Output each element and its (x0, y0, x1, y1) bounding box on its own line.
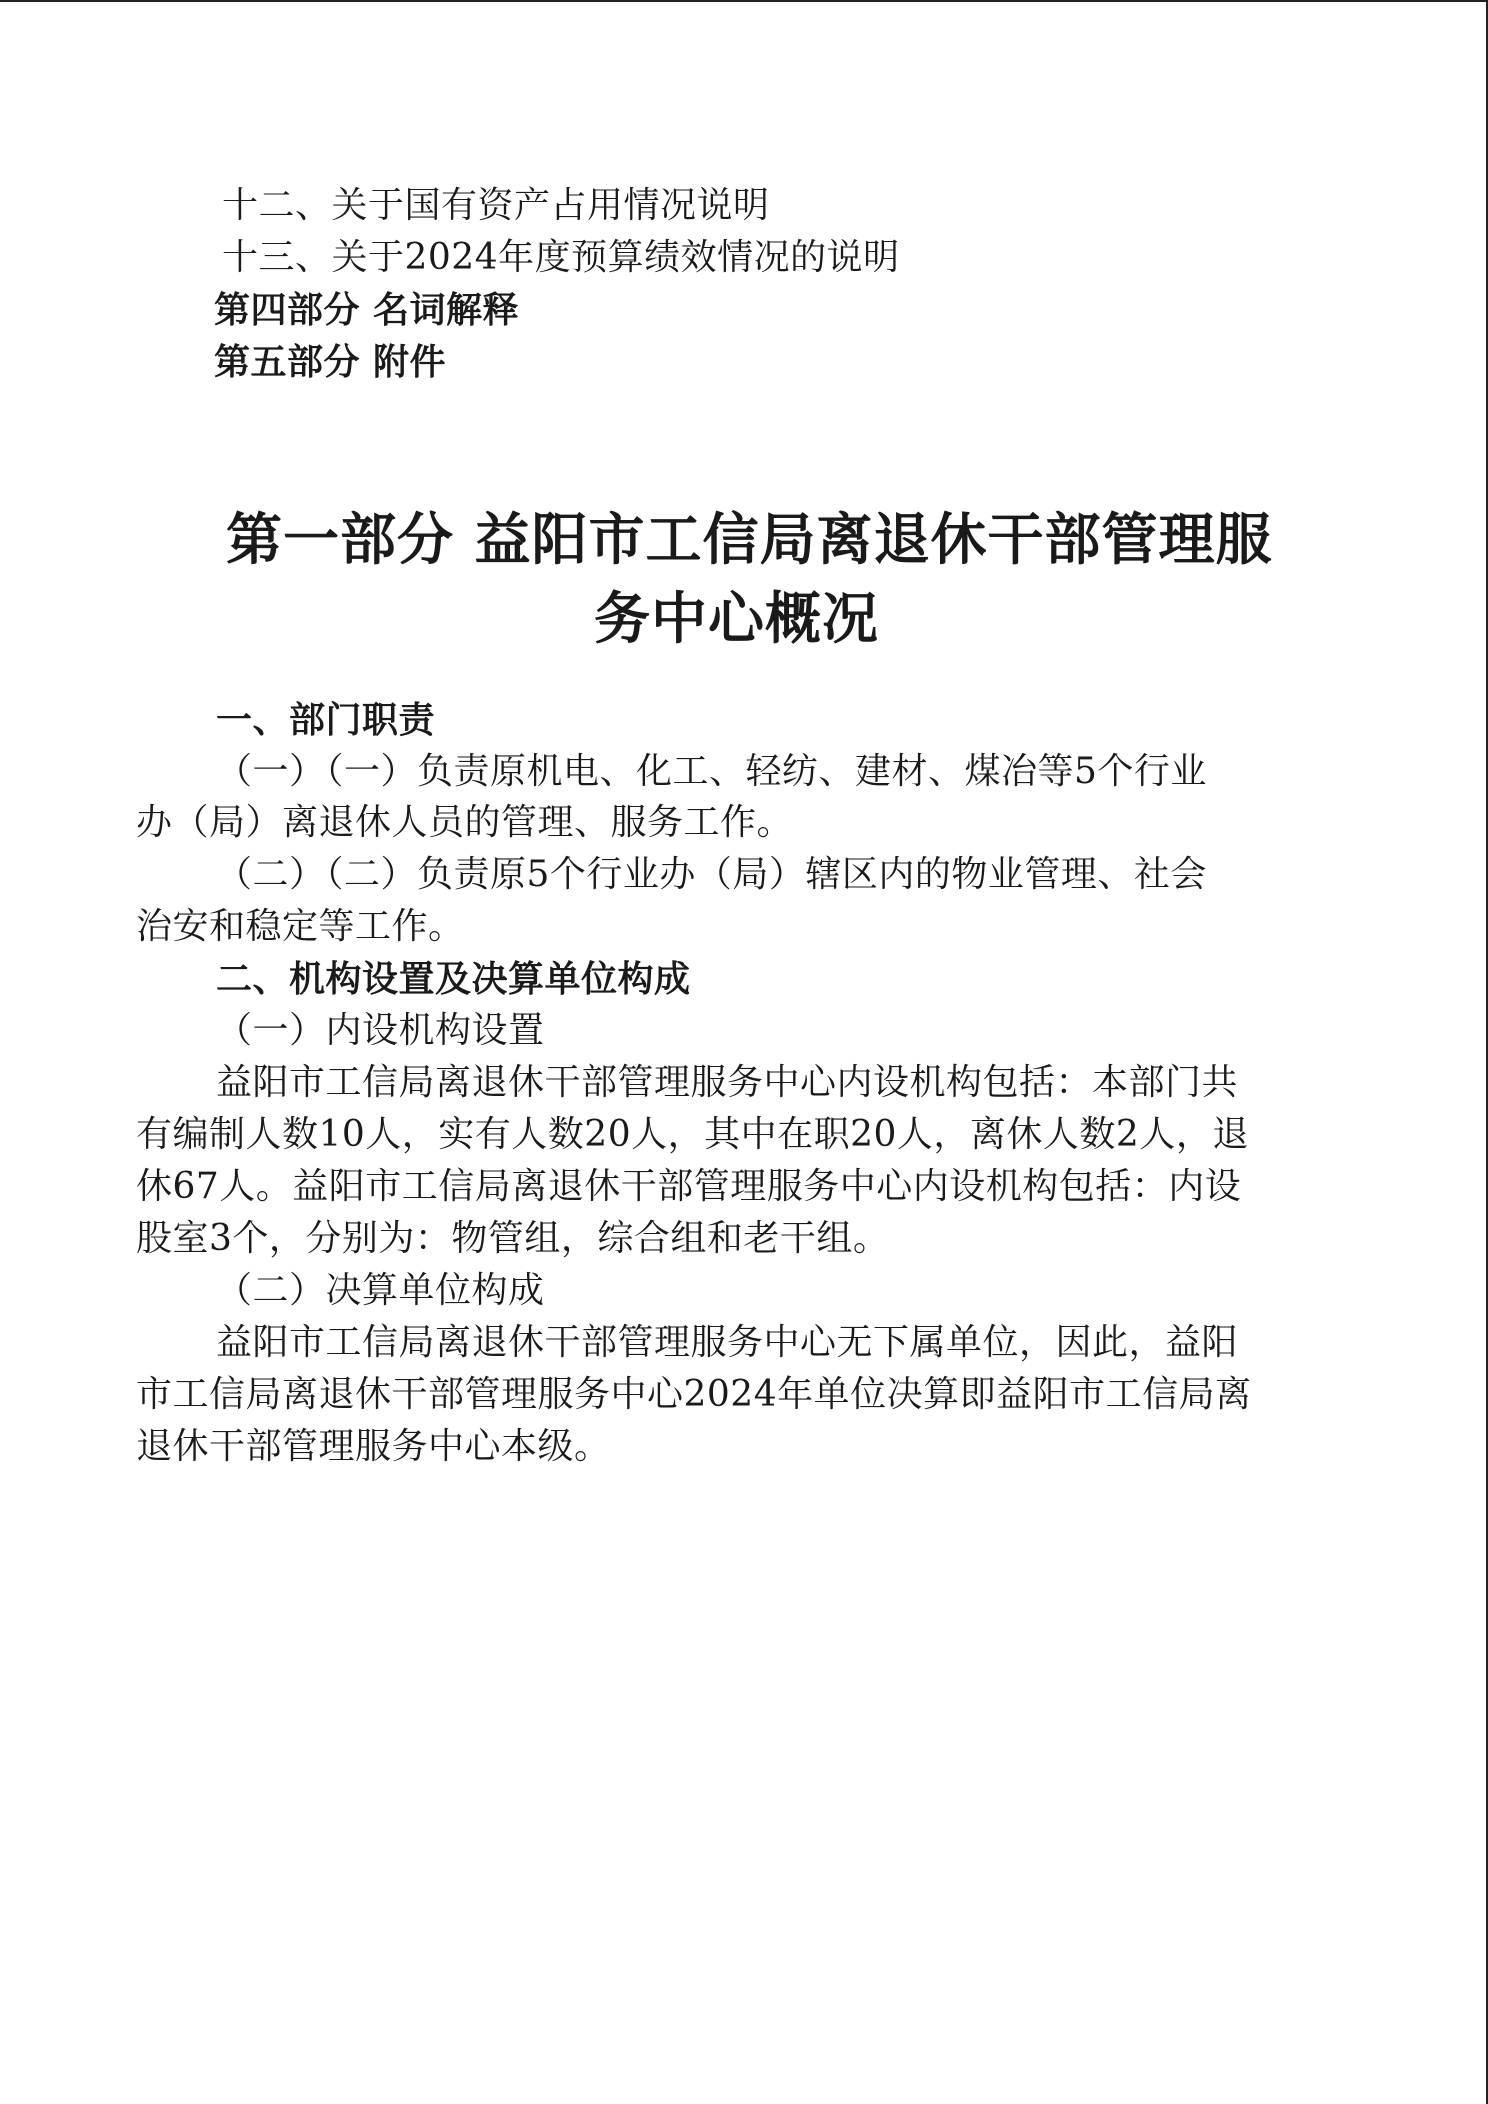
section2-p4-line1: 益阳市工信局离退休干部管理服务中心无下属单位，因此，益阳 (216, 1322, 1239, 1363)
section2-p3-line1: 益阳市工信局离退休干部管理服务中心内设机构包括：本部门共 (216, 1062, 1239, 1103)
section1-p1-line1: （一）（一）负责原机电、化工、轻纺、建材、煤冶等5个行业 (216, 751, 1207, 792)
section2-p4-line3: 退休干部管理服务中心本级。 (136, 1426, 611, 1467)
section2-sub2: （二）决算单位构成 (216, 1270, 545, 1311)
part1-title-line2: 务中心概况 (594, 586, 879, 652)
section1-p2-line1: （二）（二）负责原5个行业办（局）辖区内的物业管理、社会 (216, 854, 1207, 895)
section1-p2-line2: 治安和稳定等工作。 (136, 906, 465, 947)
toc-item-12: 十二、关于国有资产占用情况说明 (222, 185, 770, 226)
part1-title-line1: 第一部分 益阳市工信局离退休干部管理服 (226, 507, 1273, 573)
toc-part-5: 第五部分 附件 (214, 341, 447, 383)
toc-part-4: 第四部分 名词解释 (214, 289, 520, 331)
section1-heading: 一、部门职责 (216, 699, 436, 741)
section2-sub1: （一）内设机构设置 (216, 1010, 545, 1051)
section2-p4-line2: 市工信局离退休干部管理服务中心2024年单位决算即益阳市工信局离 (136, 1374, 1252, 1415)
page-border-top (0, 0, 1488, 2)
section2-p3-line2: 有编制人数10人，实有人数20人，其中在职20人，离休人数2人，退 (136, 1114, 1249, 1155)
section2-heading: 二、机构设置及决算单位构成 (216, 958, 691, 1000)
section2-p3-line3: 休67人。益阳市工信局离退休干部管理服务中心内设机构包括：内设 (136, 1166, 1242, 1207)
section2-p3-line4: 股室3个，分别为：物管组，综合组和老干组。 (136, 1218, 890, 1259)
section1-p1-line2: 办（局）离退休人员的管理、服务工作。 (136, 802, 794, 843)
toc-item-13: 十三、关于2024年度预算绩效情况的说明 (222, 237, 900, 278)
